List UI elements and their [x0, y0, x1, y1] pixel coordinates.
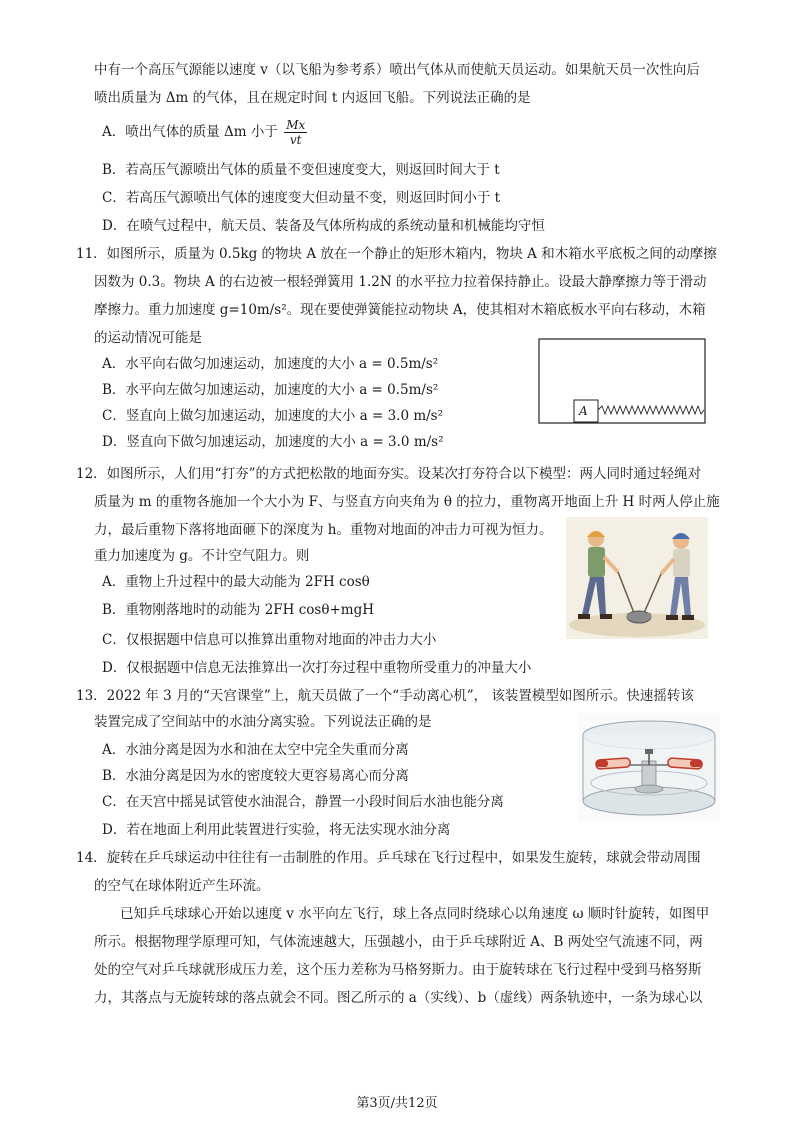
q10-option-d: D．在喷气过程中，航天员、装备及气体所构成的系统动量和机械能均守恒: [102, 218, 545, 234]
q12-option-c: C．仅根据题中信息可以推算出重物对地面的冲击力大小: [102, 632, 437, 648]
q13-option-a: A．水油分离是因为水和油在太空中完全失重而分离: [102, 742, 409, 758]
q12-stem-1: 12．如图所示，人们用“打夯”的方式把松散的地面夯实。设某次打夯符合以下模型：两人同时通过轻绳对: [76, 466, 701, 482]
intro-line-2: 喷出质量为 Δm 的气体，且在规定时间 t 内返回飞船。下列说法正确的是: [94, 90, 531, 106]
q14-paragraph-2: 所示。根据物理学原理可知，气体流速越大，压强越小，由于乒乓球附近 A、B 两处空气流速不同，两: [94, 934, 703, 950]
q11-box-figure: [538, 338, 708, 426]
q12-stem-3: 力，最后重物下落将地面砸下的深度为 h。重物对地面的冲击力可视为恒力。: [94, 522, 553, 538]
q11-option-c: C．竖直向上做匀加速运动，加速度的大小 a = 3.0 m/s²: [102, 408, 444, 424]
q14-paragraph-1: 已知乒乓球球心开始以速度 v 水平向左飞行，球上各点同时绕球心以角速度 ω 顺时针旋转，如图甲: [120, 906, 710, 922]
fraction-numerator: Mx: [286, 118, 306, 132]
q14-paragraph-4: 力，其落点与无旋转球的落点就会不同。图乙所示的 a（实线）、b（虚线）两条轨迹中，一条为球心以: [94, 990, 703, 1006]
q10-option-b: B．若高压气源喷出气体的质量不变但速度变大，则返回时间大于 t: [102, 162, 500, 178]
q12-stem-2: 质量为 m 的重物各施加一个大小为 F、与竖直方向夹角为 θ 的拉力，重物离开地面上升 H 时两人停止施: [94, 494, 720, 510]
q14-stem-2: 的空气在球体附近产生环流。: [94, 878, 270, 894]
q11-option-a: A．水平向右做匀加速运动，加速度的大小 a = 0.5m/s²: [102, 356, 439, 372]
q11-stem-3: 摩擦力。重力加速度 g=10m/s²。现在要使弹簧能拉动物块 A，使其相对木箱底板水平向右移动，木箱: [94, 302, 706, 318]
q12-option-a: A．重物上升过程中的最大动能为 2FH cosθ: [102, 574, 370, 590]
q13-option-d: D．若在地面上利用此装置进行实验，将无法实现水油分离: [102, 822, 451, 838]
q14-stem-1: 14．旋转在乒乓球运动中往往有一击制胜的作用。乒乓球在飞行过程中，如果发生旋转，球就会带动周围: [76, 850, 701, 866]
q14-paragraph-3: 处的空气对乒乓球就形成压力差，这个压力差称为马格努斯力。由于旋转球在飞行过程中受到马格努斯: [94, 962, 702, 978]
q13-option-c: C．在天宫中摇晃试管使水油混合，静置一小段时间后水油也能分离: [102, 794, 504, 810]
centrifuge-illustration: [578, 713, 720, 821]
q13-stem-2: 装置完成了空间站中的水油分离实验。下列说法正确的是: [94, 714, 432, 730]
q10-option-c: C．若高压气源喷出气体的速度变大但动量不变，则返回时间小于 t: [102, 190, 501, 206]
q11-option-d: D．竖直向下做匀加速运动，加速度的大小 a = 3.0 m/s²: [102, 434, 444, 450]
page-number: 第3页/共12页: [356, 1096, 438, 1111]
tamping-illustration: [566, 517, 708, 639]
q11-stem-4: 的运动情况可能是: [94, 330, 202, 346]
q13-option-b: B．水油分离是因为水的密度较大更容易离心而分离: [102, 768, 409, 784]
q12-option-d: D．仅根据题中信息无法推算出一次打夯过程中重物所受重力的冲量大小: [102, 660, 532, 676]
q10-option-a-text: A．喷出气体的质量 Δm 小于: [102, 124, 278, 140]
q12-option-b: B．重物刚落地时的动能为 2FH cosθ+mgH: [102, 602, 375, 618]
q11-block-label: A: [579, 404, 588, 418]
fraction-denominator: vt: [289, 133, 302, 147]
q11-stem-2: 因数为 0.3。物块 A 的右边被一根轻弹簧用 1.2N 的水平拉力拉着保持静止。设最大静摩擦力等于滑动: [94, 274, 707, 290]
q11-stem-1: 11．如图所示，质量为 0.5kg 的物块 A 放在一个静止的矩形木箱内，物块 A 和木箱水平底板之间的动摩擦: [76, 246, 717, 262]
q10-fraction: [284, 118, 307, 147]
q13-stem-1: 13．2022 年 3 月的“天宫课堂”上，航天员做了一个“手动离心机”， 该装置模型如图所示。快速摇转该: [76, 688, 694, 704]
q11-option-b: B．水平向左做匀加速运动，加速度的大小 a = 0.5m/s²: [102, 382, 439, 398]
intro-line-1: 中有一个高压气源能以速度 v（以飞船为参考系）喷出气体从而使航天员运动。如果航天员一次性向后: [94, 62, 700, 78]
q12-stem-4: 重力加速度为 g。不计空气阻力。则: [94, 548, 310, 564]
q10-option-a: [102, 118, 307, 147]
